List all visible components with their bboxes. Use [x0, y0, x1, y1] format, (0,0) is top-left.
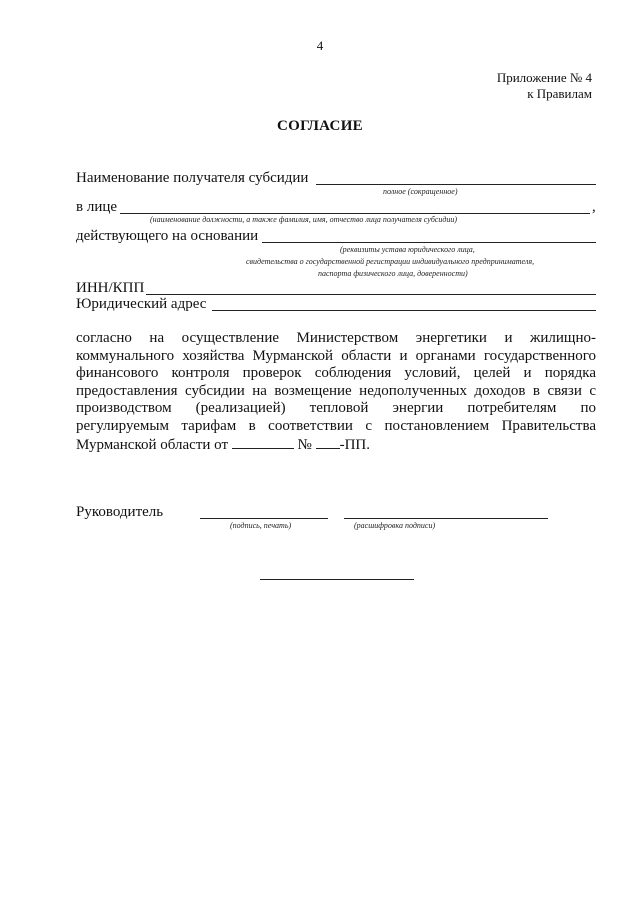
- signature-hint: (подпись, печать): [230, 521, 292, 530]
- represented-by-hint: (наименование должности, а также фамилия, имя, отчество лица получателя субсидии): [150, 215, 458, 224]
- acting-basis-hint-3: паспорта физического лица, доверенности): [318, 269, 468, 278]
- resolution-date-prefix: Мурманской области от: [76, 437, 229, 453]
- acting-basis-line[interactable]: [262, 242, 596, 243]
- consent-line: производством (реализацией) тепловой энергии потребителям по: [76, 400, 596, 416]
- consent-text: [76, 330, 596, 453]
- consent-line: финансового контроля проверок соблюдения условий, целей и порядка: [76, 365, 596, 381]
- represented-by-label: в лице: [76, 199, 118, 215]
- appendix-line-1: Приложение № 4: [496, 70, 592, 85]
- acting-basis-hint-1: (реквизиты устава юридического лица,: [340, 245, 475, 254]
- recipient-name-line[interactable]: [316, 184, 596, 185]
- signature-decoding-hint: (расшифровка подписи): [354, 521, 436, 530]
- represented-by-line[interactable]: [120, 213, 590, 214]
- inn-kpp-line[interactable]: [146, 294, 596, 295]
- acting-basis-hint-2: свидетельства о государственной регистрации индивидуального предпринимателя,: [246, 257, 535, 266]
- consent-line: предоставления субсидии на возмещение недополученных доходов в связи с: [76, 382, 596, 399]
- consent-line: коммунального хозяйства Мурманской области и органами государственного: [76, 347, 596, 364]
- closing-separator-line: [260, 579, 414, 580]
- document-title: СОГЛАСИЕ: [277, 118, 363, 134]
- legal-address-label: Юридический адрес: [76, 296, 207, 312]
- page-number: 4: [316, 38, 324, 53]
- inn-kpp-label: ИНН/КПП: [76, 280, 145, 296]
- signature-line[interactable]: [200, 518, 328, 519]
- consent-last-line: [76, 435, 596, 453]
- resolution-number-blank[interactable]: [316, 435, 340, 449]
- recipient-name-label: Наименование получателя субсидии: [76, 170, 309, 186]
- acting-basis-label: действующего на основании: [76, 228, 259, 244]
- represented-by-comma: ,: [592, 199, 596, 215]
- signature-decoding-line[interactable]: [344, 518, 548, 519]
- legal-address-line[interactable]: [212, 310, 596, 311]
- resolution-date-blank[interactable]: [232, 435, 294, 449]
- resolution-number-suffix: -ПП.: [339, 437, 371, 453]
- appendix-line-2: к Правилам: [527, 86, 592, 101]
- resolution-number-sign: №: [297, 437, 312, 453]
- recipient-name-hint: полное (сокращенное): [383, 187, 458, 196]
- signature-label: Руководитель: [76, 504, 164, 520]
- consent-line: согласно на осуществление Министерством энергетики и жилищно-: [76, 330, 596, 346]
- appendix-reference: [497, 70, 592, 102]
- consent-line: регулируемым тарифам в соответствии с постановлением Правительства: [76, 417, 596, 434]
